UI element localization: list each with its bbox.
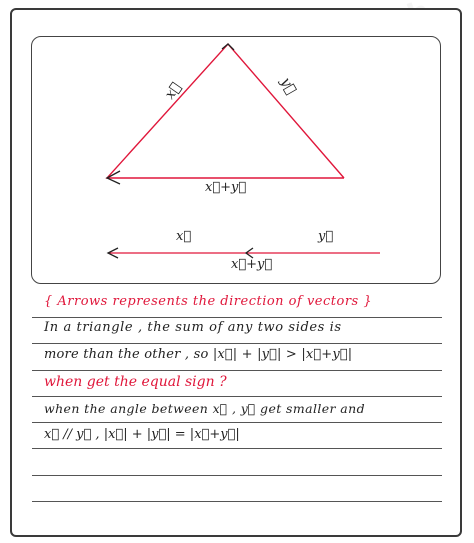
ruled-line <box>32 475 442 476</box>
note-equal-sign-question: when get the equal sign ? <box>44 374 227 390</box>
triangle-outline <box>107 44 344 178</box>
label-y-vector: y⃗ <box>277 74 300 98</box>
note-parallel-equality: x⃗ // y⃗ , |x⃗| + |y⃗| = |x⃗+y⃗| <box>44 427 240 442</box>
note-arrows-direction: { Arrows represents the direction of vectors } <box>44 294 373 309</box>
ruled-line <box>32 501 442 502</box>
line-label-sum: x⃗+y⃗ <box>231 257 273 272</box>
ruled-line <box>32 448 442 449</box>
ruled-line <box>32 317 442 318</box>
note-angle-condition: when the angle between x⃗ , y⃗ get smaller and <box>44 401 365 416</box>
ruled-line <box>32 396 442 397</box>
ruled-line <box>32 422 442 423</box>
note-inequality-formula: more than the other , so |x⃗| + |y⃗| > |x⃗+y⃗| <box>44 347 353 362</box>
label-x-vector: x⃗ <box>161 79 185 103</box>
line-label-y: y⃗ <box>318 229 334 244</box>
ruled-line <box>32 343 442 344</box>
line-label-x: x⃗ <box>176 229 192 244</box>
label-sum-vector: x⃗+y⃗ <box>205 180 247 195</box>
ruled-line <box>32 370 442 371</box>
note-triangle-inequality: In a triangle , the sum of any two sides is <box>44 320 342 335</box>
